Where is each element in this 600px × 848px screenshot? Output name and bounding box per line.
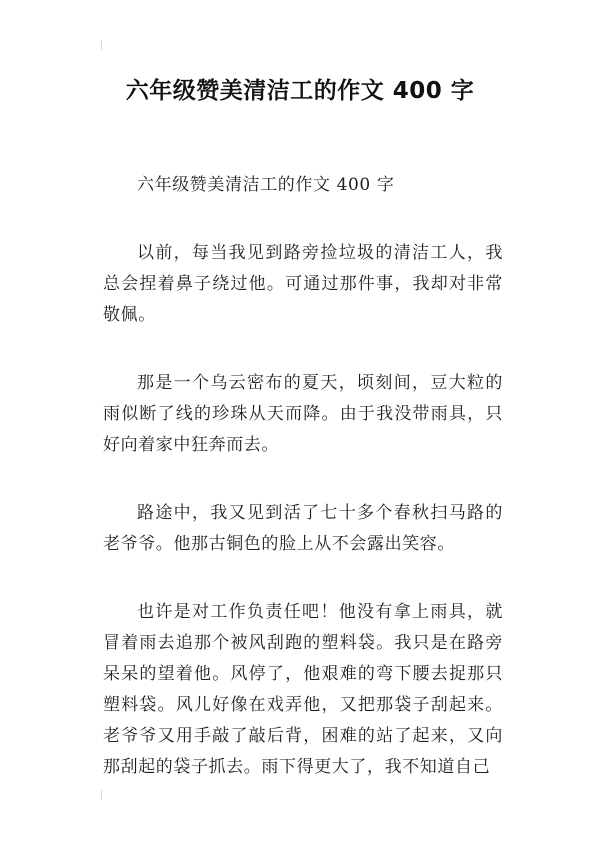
document-body xyxy=(103,170,503,820)
paragraph: 路途中，我又见到活了七十多个春秋扫马路的老爷爷。他那古铜色的脸上从不会露出笑容。 xyxy=(103,503,503,554)
paragraph: 也许是对工作负责任吧！他没有拿上雨具，就冒着雨去追那个被风刮跑的塑料袋。我只是在路旁呆呆的望着他。风停了，他艰难的弯下腰去捉那只塑料袋。风儿好像在戏弄他，又把那袋子刮起来。老爷爷又用手敲了敲后背，困难的站了起来，又向那刮起的袋子抓去。雨下得更大了，我不知道自己 xyxy=(103,602,503,777)
document-title: 六年级赞美清洁工的作文 400 字 xyxy=(125,78,475,104)
paragraph: 以前，每当我见到路旁捡垃圾的清洁工人，我总会捏着鼻子绕过他。可通过那件事，我却对非常敬佩。 xyxy=(103,243,503,325)
paragraph: 那是一个乌云密布的夏天，顷刻间，豆大粒的雨似断了线的珍珠从天而降。由于我没带雨具，只好向着家中狂奔而去。 xyxy=(103,373,503,455)
page-corner-mark-bottom xyxy=(101,790,102,800)
page-corner-mark-top xyxy=(101,40,102,50)
document-subtitle: 六年级赞美清洁工的作文 400 字 xyxy=(137,175,395,195)
